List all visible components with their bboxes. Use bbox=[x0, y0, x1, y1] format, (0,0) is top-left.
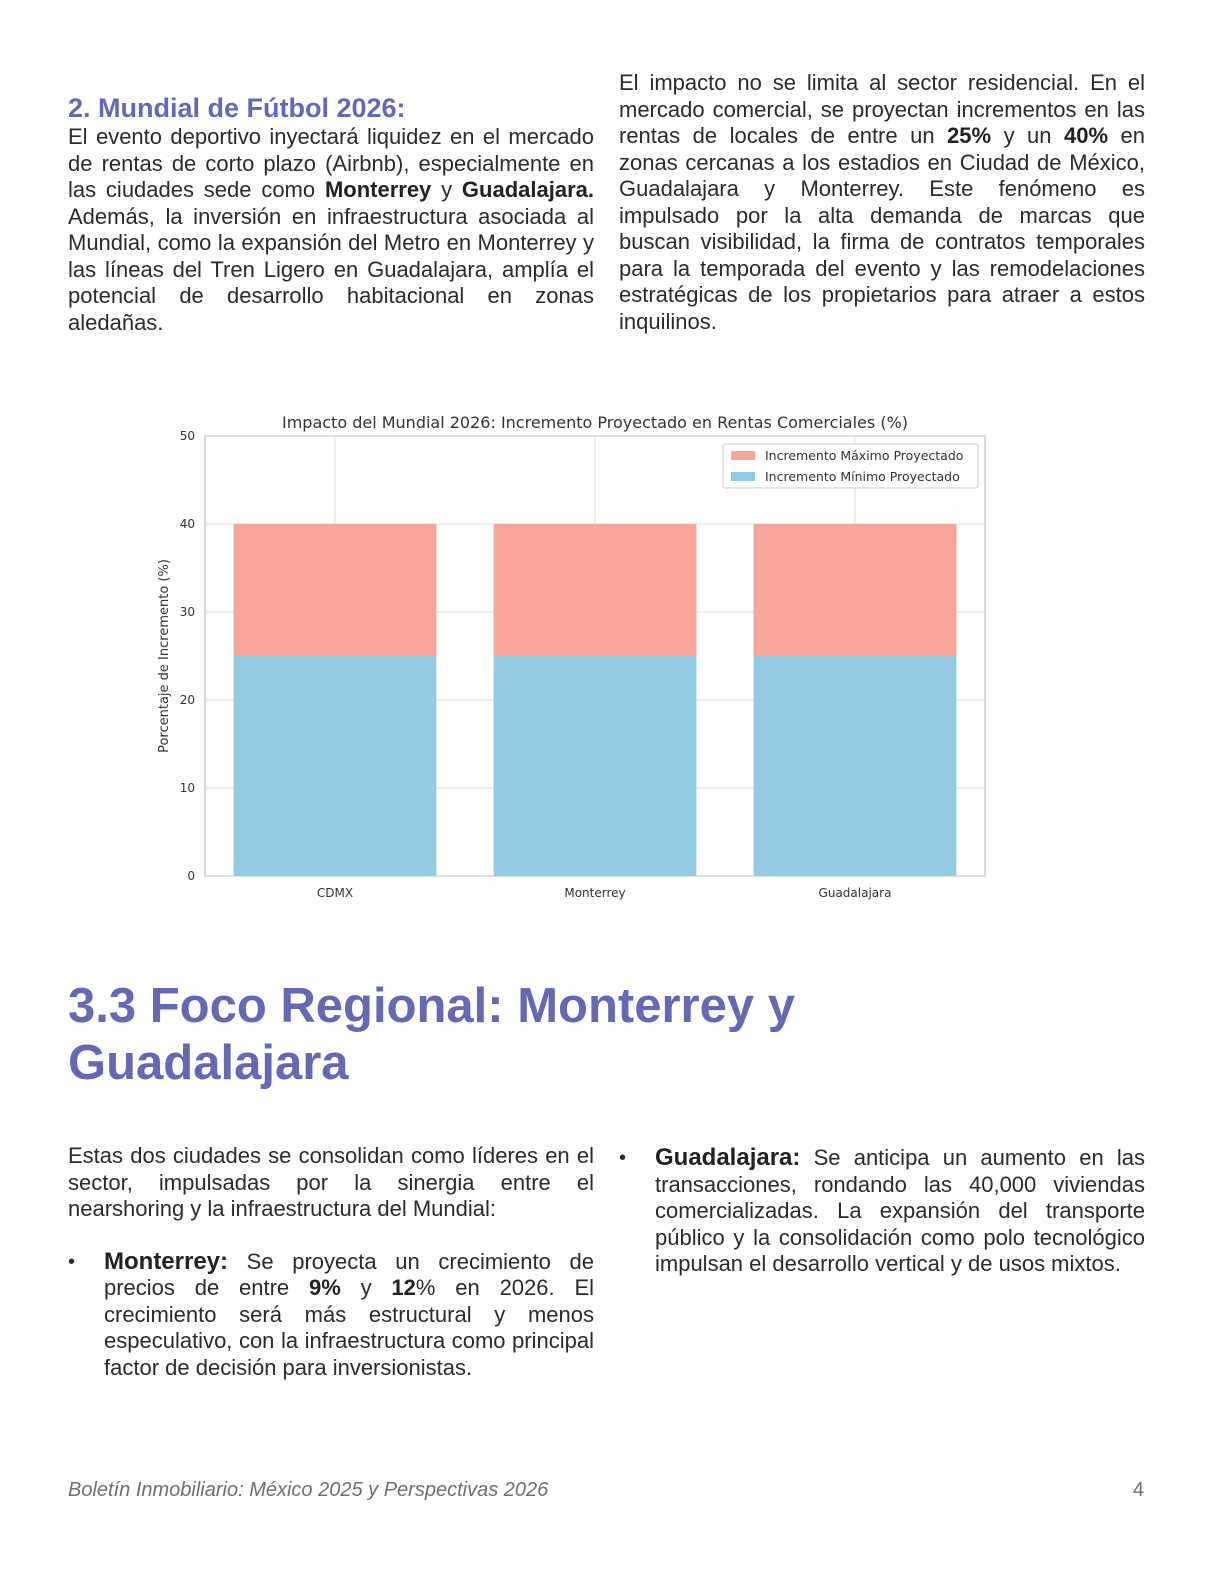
chart-bars bbox=[234, 524, 957, 876]
x-tick-label: Guadalajara bbox=[818, 886, 892, 900]
y-tick-label: 50 bbox=[179, 429, 195, 443]
bold-12: 12 bbox=[391, 1275, 416, 1300]
bar-min-monterrey bbox=[494, 656, 697, 876]
bold-monterrey: Monterrey bbox=[324, 177, 432, 202]
bullet-guadalajara-head: Guadalajara: bbox=[655, 1144, 801, 1171]
bullet-icon: • bbox=[68, 1250, 76, 1273]
chart-legend bbox=[723, 444, 978, 488]
bold-9-percent: 9% bbox=[308, 1275, 341, 1300]
section33-heading: 3.3 Foco Regional: Monterrey y Guadalajara bbox=[68, 979, 795, 1090]
chart-title: Impacto del Mundial 2026: Incremento Proyectado en Rentas Comerciales (%) bbox=[281, 413, 909, 432]
bar-max-guadalajara bbox=[754, 524, 957, 656]
x-tick-label: Monterrey bbox=[564, 886, 626, 900]
legend-label: Incremento Mínimo Proyectado bbox=[765, 469, 960, 484]
bold-guadalajara: Guadalajara. bbox=[461, 177, 594, 202]
text-run: Se proyecta un crecimiento de precios de entre bbox=[104, 1248, 594, 1300]
spacer bbox=[68, 1223, 594, 1249]
rent-increase-chart bbox=[150, 408, 1000, 908]
bar-min-guadalajara bbox=[754, 656, 957, 876]
section2-paragraph-1 bbox=[68, 124, 594, 336]
y-tick-label: 10 bbox=[179, 781, 195, 795]
section33-left-column bbox=[68, 1143, 594, 1381]
section2-left-column bbox=[68, 92, 594, 336]
section2-paragraph-2 bbox=[619, 70, 1145, 335]
y-tick-label: 0 bbox=[187, 869, 195, 883]
bullet-monterrey bbox=[68, 1249, 594, 1382]
text-run: y bbox=[340, 1275, 392, 1300]
bold-40-percent: 40% bbox=[1064, 123, 1109, 148]
bullet-monterrey-text bbox=[104, 1249, 594, 1382]
bullet-monterrey-head: Monterrey: bbox=[104, 1247, 229, 1275]
legend-label: Incremento Máximo Proyectado bbox=[765, 448, 964, 463]
text-run: y bbox=[431, 177, 462, 202]
bullet-guadalajara-text bbox=[655, 1145, 1145, 1278]
y-tick-label: 40 bbox=[179, 517, 195, 531]
bar-min-cdmx bbox=[234, 656, 437, 876]
chart-ylabel: Porcentaje de Incremento (%) bbox=[157, 559, 172, 753]
section33-right-column bbox=[619, 1145, 1145, 1278]
text-run: % en 2026. El crecimiento será más estructural y menos especulativo, con la infraestructura como principal factor de decisión para inversionistas. bbox=[104, 1275, 594, 1380]
text-run: y un bbox=[991, 123, 1064, 148]
chart-svg bbox=[150, 408, 1000, 908]
x-tick-label: CDMX bbox=[316, 886, 354, 900]
bar-max-monterrey bbox=[494, 524, 697, 656]
footer-title: Boletín Inmobiliario: México 2025 y Perspectivas 2026 bbox=[68, 1479, 549, 1501]
section33-intro: Estas dos ciudades se consolidan como líderes en el sector, impulsadas por la sinergia entre el nearshoring y la infraestructura del Mundial: bbox=[68, 1143, 594, 1221]
bold-25-percent: 25% bbox=[947, 123, 992, 148]
bar-max-cdmx bbox=[234, 524, 437, 656]
bullet-guadalajara bbox=[619, 1145, 1145, 1278]
page-number: 4 bbox=[1132, 1479, 1144, 1501]
section2-heading: 2. Mundial de Fútbol 2026: bbox=[68, 93, 406, 123]
legend-swatch bbox=[731, 472, 755, 481]
text-run: Además, la inversión en infraestructura asociada al Mundial, como la expansión del Metro en Monterrey y las líneas del Tren Ligero en Guadalajara, amplía el potencial de desarrollo habitacional en zonas aledañas. bbox=[68, 203, 594, 335]
y-tick-label: 30 bbox=[179, 605, 195, 619]
text-run: El impacto no se limita al sector residencial. En el mercado comercial, se proyectan incrementos en las rentas de locales de entre un bbox=[619, 70, 1145, 148]
y-tick-label: 20 bbox=[179, 693, 195, 707]
legend-swatch bbox=[731, 451, 755, 460]
text-run: El evento deportivo inyectará liquidez en el mercado de rentas de corto plazo (Airbnb), especialmente en las ciudades sede como bbox=[68, 124, 594, 202]
text-run: en zonas cercanas a los estadios en Ciudad de México, Guadalajara y Monterrey. Este fenómeno es impulsado por la alta demanda de marcas que buscan visibilidad, la firma de contratos temporales para la temporada del evento y las remodelaciones estratégicas de los propietarios para atraer a estos inquilinos. bbox=[619, 123, 1145, 334]
bullet-icon: • bbox=[619, 1147, 627, 1169]
section2-right-column bbox=[619, 70, 1145, 335]
text-run: Se anticipa un aumento en las transacciones, rondando las 40,000 viviendas comercializadas. La expansión del transporte público y la consolidación como polo tecnológico impulsan el desarrollo vertical y de usos mixtos. bbox=[655, 1145, 1145, 1276]
